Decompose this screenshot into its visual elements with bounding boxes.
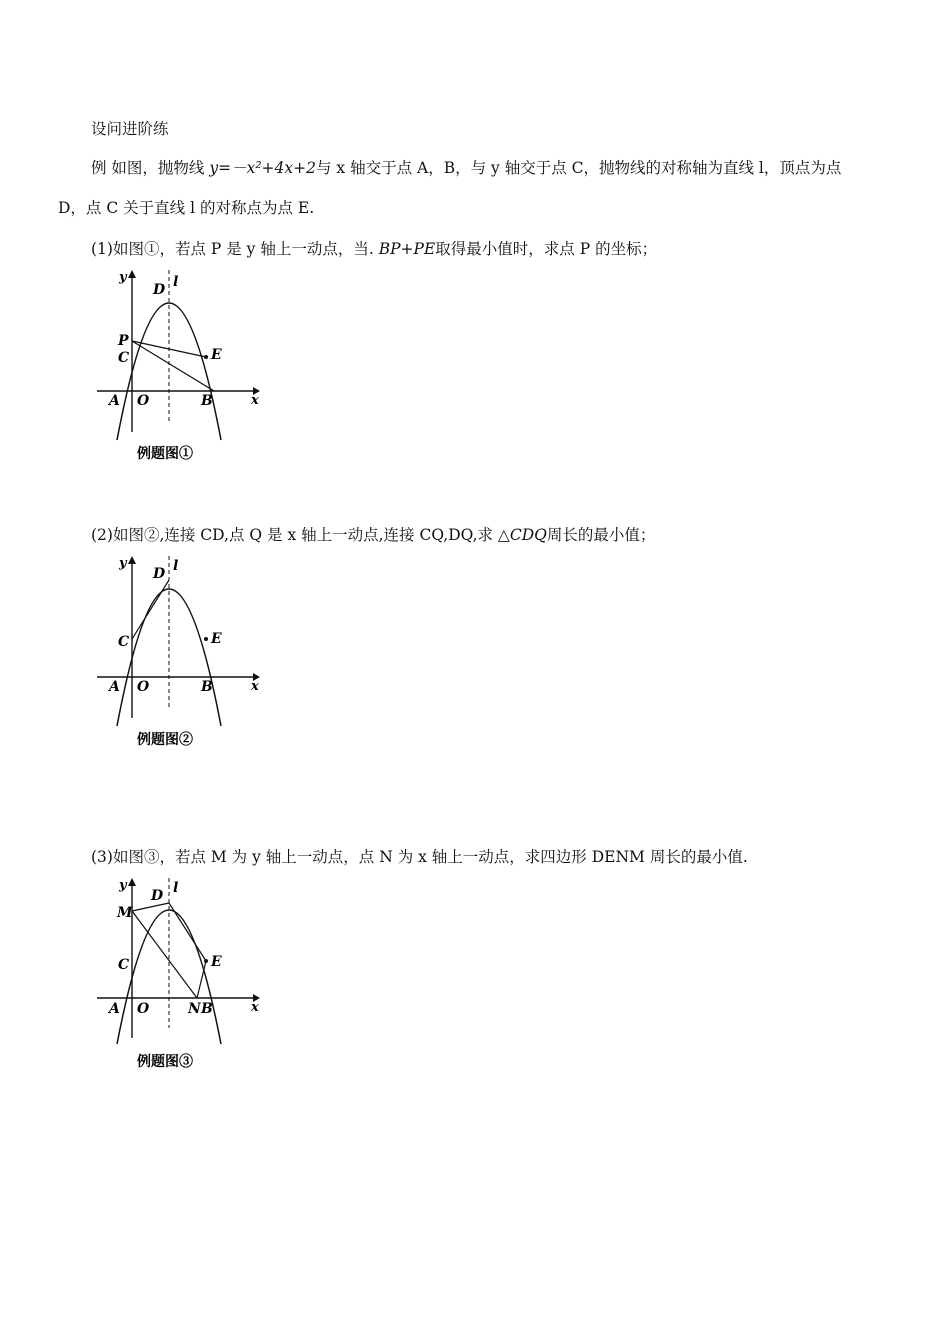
label-E: E: [211, 347, 222, 363]
label-y: y: [119, 556, 127, 571]
label-D: D: [153, 282, 166, 298]
point-E: [204, 959, 208, 963]
label-C: C: [118, 957, 130, 973]
label-O: O: [137, 679, 150, 695]
label-E: E: [211, 631, 222, 647]
label-y: y: [119, 878, 127, 893]
label-P: P: [118, 333, 129, 349]
segment-MD: [132, 903, 169, 911]
label-N: N: [188, 1001, 201, 1017]
label-M: M: [117, 905, 133, 921]
label-B: B: [201, 393, 213, 409]
figure-3: [95, 872, 260, 1077]
label-A: A: [109, 393, 120, 409]
y-axis-arrow: [128, 270, 136, 278]
section-title: 设问进阶练: [91, 120, 169, 138]
segment-CD: [132, 580, 169, 639]
question-1-math: BP+PE: [378, 240, 436, 258]
point-E: [204, 355, 208, 359]
example-statement-line1: [91, 157, 891, 179]
label-O: O: [137, 1001, 150, 1017]
segment-EN: [197, 961, 206, 998]
figure-1: [95, 262, 260, 467]
label-x: x: [251, 1000, 259, 1015]
question-3-text: (3)如图③，若点 M 为 y 轴上一动点，点 N 为 x 轴上一动点，求四边形 DENM 周长的最小值.: [91, 848, 748, 866]
figure-2-caption: 例题图②: [137, 732, 193, 748]
question-2-text-end: 周长的最小值；: [546, 526, 656, 544]
question-2-math: △CDQ: [497, 526, 547, 544]
label-C: C: [118, 350, 130, 366]
label-B: B: [201, 1001, 213, 1017]
label-x: x: [251, 393, 259, 408]
question-2: [91, 524, 655, 546]
example-prefix: 例 如图，抛物线: [91, 159, 210, 177]
y-axis-arrow: [128, 556, 136, 564]
label-x: x: [251, 679, 259, 694]
label-E: E: [211, 954, 222, 970]
example-statement-line2: D，点 C 关于直线 l 的对称点为点 E.: [58, 199, 315, 217]
label-A: A: [109, 1001, 120, 1017]
example-rest: 与 x 轴交于点 A，B，与 y 轴交于点 C，抛物线的对称轴为直线 l，顶点为点: [316, 159, 842, 177]
label-D: D: [153, 566, 166, 582]
label-y: y: [119, 270, 127, 285]
label-l: l: [173, 558, 179, 574]
parabola-equation: y=－x²+4x+2: [209, 159, 316, 177]
figure-2: [95, 548, 260, 753]
segment-MN: [132, 911, 197, 998]
question-1: [91, 238, 657, 260]
label-D: D: [151, 888, 164, 904]
question-3: [91, 846, 748, 868]
segment-DE: [169, 903, 206, 961]
label-l: l: [173, 274, 179, 290]
y-axis-arrow: [128, 878, 136, 886]
label-A: A: [109, 679, 120, 695]
question-1-text: (1)如图①，若点 P 是 y 轴上一动点，当.: [91, 240, 379, 258]
segment-PB: [132, 341, 214, 391]
label-B: B: [201, 679, 213, 695]
question-2-text: (2)如图②,连接 CD,点 Q 是 x 轴上一动点,连接 CQ,DQ,求: [91, 526, 498, 544]
label-C: C: [118, 634, 130, 650]
figure-1-caption: 例题图①: [137, 446, 193, 462]
point-E: [204, 637, 208, 641]
figure-3-caption: 例题图③: [137, 1054, 193, 1070]
label-O: O: [137, 393, 150, 409]
question-1-text-end: 取得最小值时，求点 P 的坐标；: [435, 240, 658, 258]
label-l: l: [173, 880, 179, 896]
